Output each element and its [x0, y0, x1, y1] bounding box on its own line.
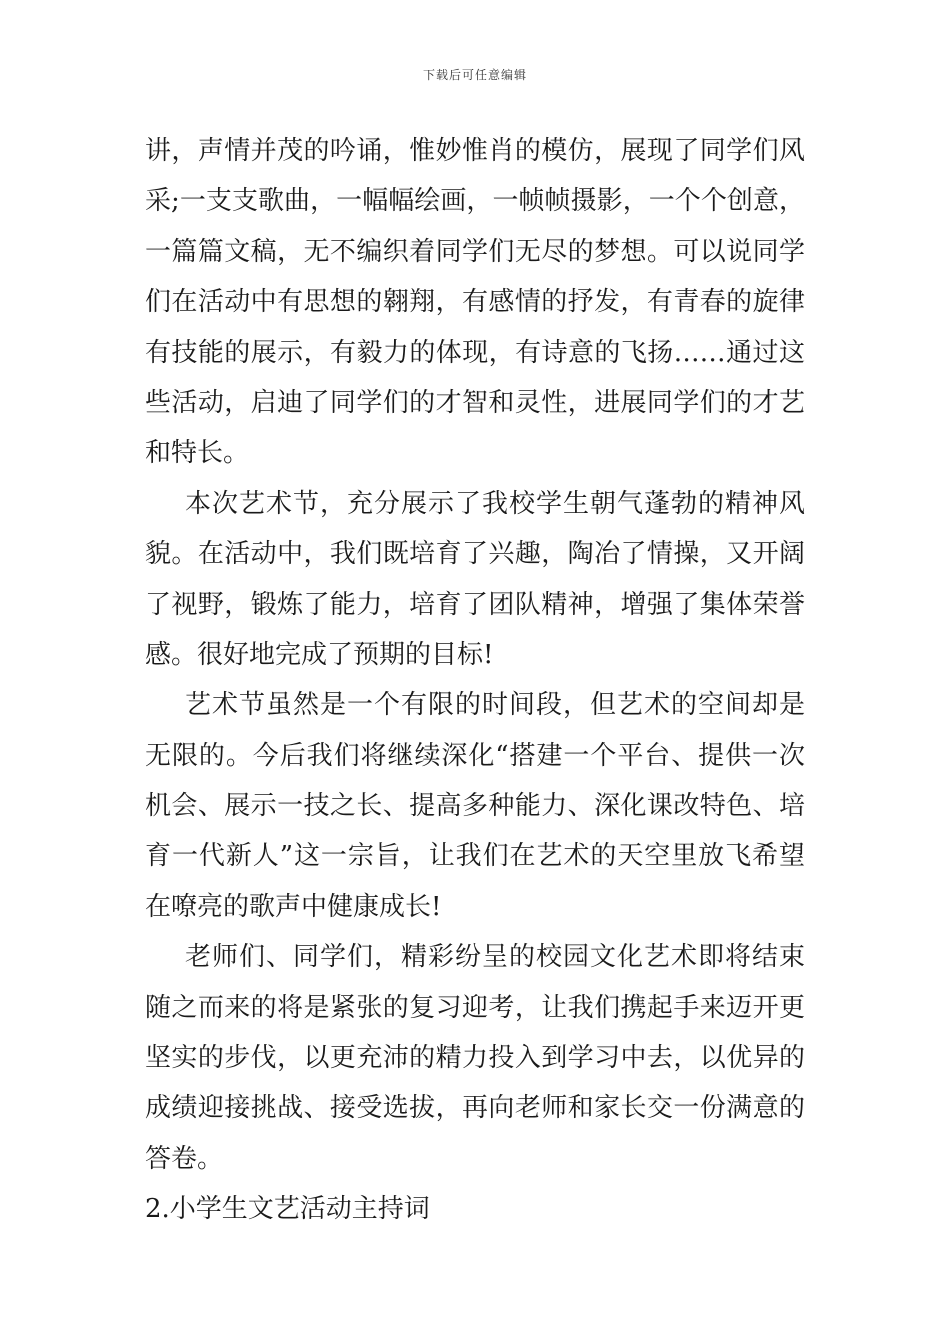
document-body [145, 126, 805, 1235]
text-line: 艺术节虽然是一个有限的时间段，但艺术的空间却是 [185, 690, 805, 721]
text-line: 貌。在活动中，我们既培育了兴趣，陶冶了情操，又开阔 [145, 539, 805, 570]
text-line: 一篇篇文稿，无不编织着同学们无尽的梦想。可以说同学 [145, 236, 805, 267]
text-line: 坚实的步伐，以更充沛的精力投入到学习中去，以优异的 [145, 1043, 805, 1074]
page-header: 下载后可任意编辑 [422, 68, 527, 82]
text-line: 机会、展示一技之长、提高多种能力、深化课改特色、培 [145, 791, 805, 822]
text-line: 有技能的展示，有毅力的体现，有诗意的飞扬……通过这 [145, 337, 805, 368]
text-line: 采;一支支歌曲，一幅幅绘画，一帧帧摄影，一个个创意， [145, 186, 805, 217]
text-line: 了视野，锻炼了能力，培育了团队精神，增强了集体荣誉 [145, 589, 805, 620]
text-line: 和特长。 [145, 438, 250, 469]
text-line: 无限的。今后我们将继续深化“搭建一个平台、提供一次 [145, 740, 805, 771]
text-line: 们在活动中有思想的翱翔，有感情的抒发，有青春的旋律 [145, 287, 805, 318]
text-line: 些活动，启迪了同学们的才智和灵性，进展同学们的才艺 [145, 387, 805, 418]
text-line: 成绩迎接挑战、接受选拔，再向老师和家长交一份满意的 [145, 1093, 805, 1124]
text-line: 本次艺术节，充分展示了我校学生朝气蓬勃的精神风 [185, 488, 805, 519]
text-line: 老师们、同学们，精彩纷呈的校园文化艺术即将结束 [185, 942, 805, 973]
text-line: 随之而来的将是紧张的复习迎考，让我们携起手来迈开更 [145, 992, 805, 1023]
text-line: 育一代新人”这一宗旨，让我们在艺术的天空里放飞希望 [145, 841, 805, 872]
text-line: 感。很好地完成了预期的目标! [145, 639, 494, 670]
text-line: 在嘹亮的歌声中健康成长! [145, 891, 442, 922]
text-line: 讲，声情并茂的吟诵，惟妙惟肖的模仿，展现了同学们风 [145, 136, 805, 166]
text-line: 答卷。 [145, 1143, 224, 1174]
text-line: 2.小学生文艺活动主持词 [145, 1194, 430, 1225]
